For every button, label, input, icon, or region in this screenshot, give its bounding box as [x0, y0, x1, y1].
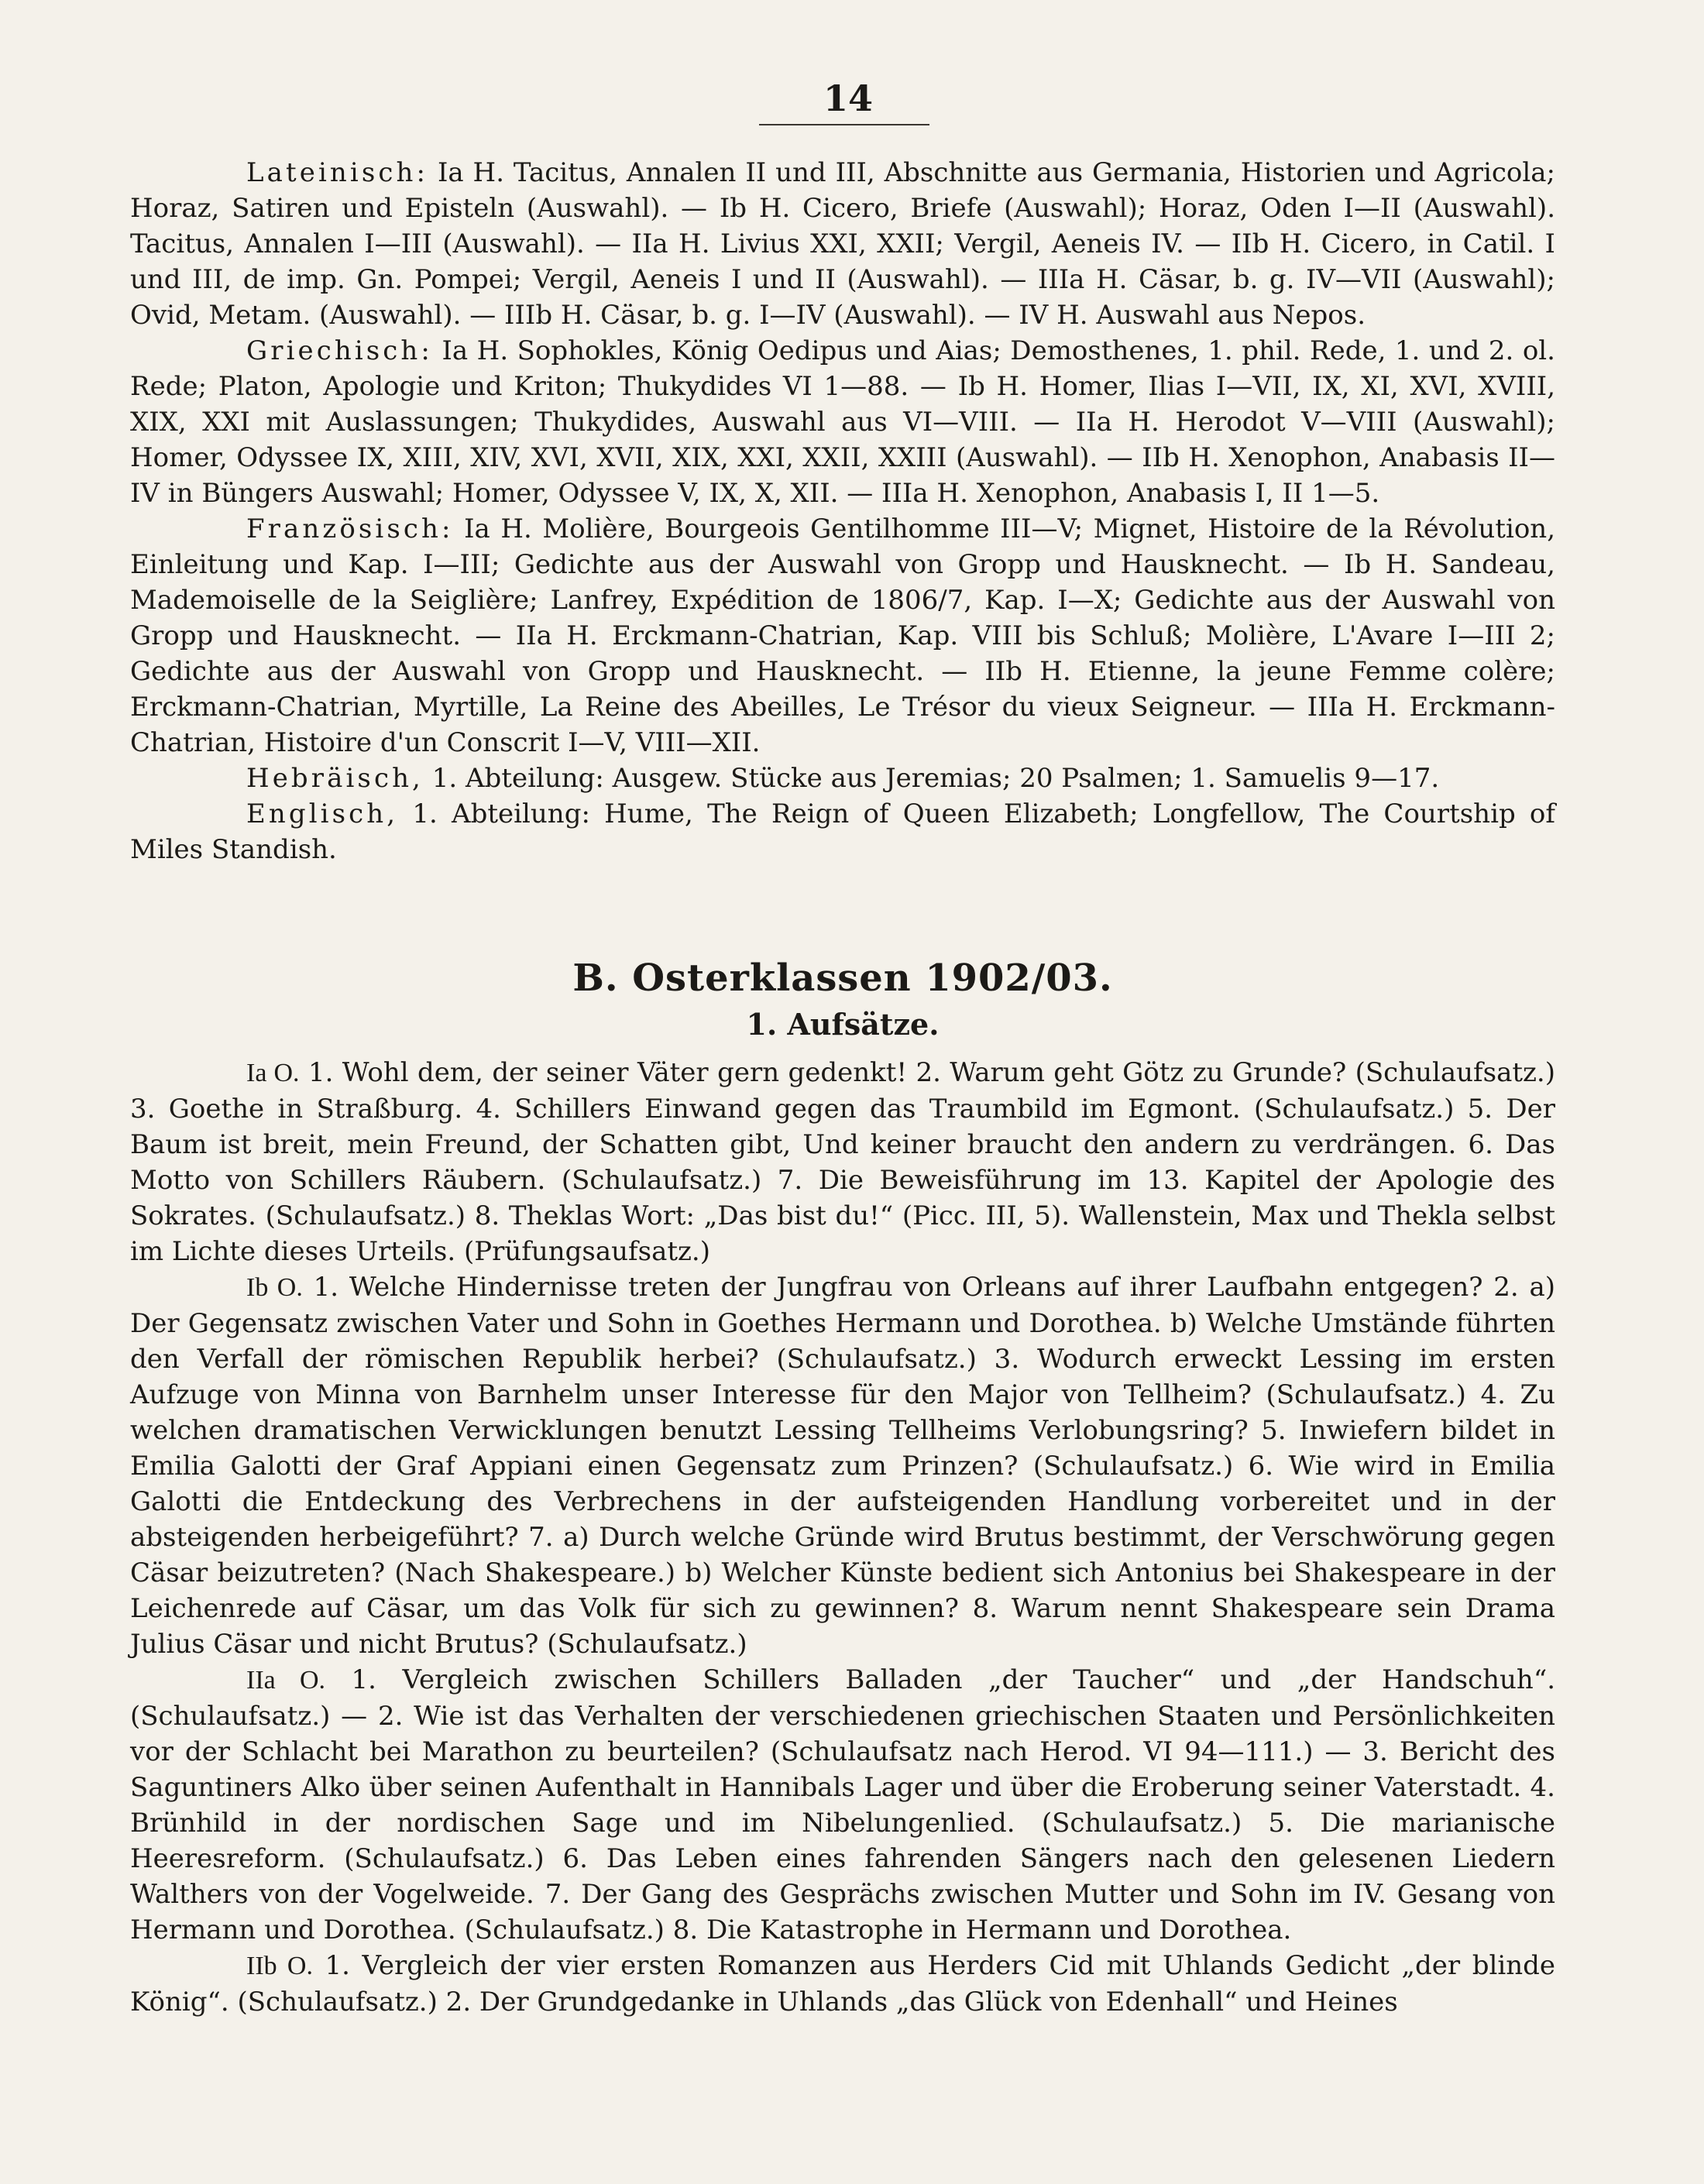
subject-label-hebraeisch: Hebräisch, — [246, 763, 424, 794]
class-label-ib: Ib O. — [246, 1273, 303, 1302]
page-body — [130, 155, 1555, 2020]
reading-text-latein: Ia H. Tacitus, Annalen II und III, Abschnitte aus Germania, Historien und Agricola; Horaz, Satiren und Episteln (Auswahl). — Ib H. Cicero, Briefe (Auswahl); Horaz, Oden I—II (Auswahl). Tacitus, Annalen I—III (Auswahl). — IIa H. Livius XXI, XXII; Vergil, Aeneis IV. — IIb H. Cicero, in Catil. I und III, de imp. Gn. Pompei; Vergil, Aeneis I und II (Auswahl). — IIIa H. Cäsar, b. g. IV—VII (Auswahl); Ovid, Metam. (Auswahl). — IIIb H. Cäsar, b. g. I—IV (Auswahl). — IV H. Auswahl aus Nepos. — [130, 157, 1555, 331]
essay-paragraph-iib — [130, 1948, 1555, 2020]
page-number-rule — [759, 124, 929, 125]
essay-text-iia: 1. Vergleich zwischen Schillers Balladen „der Taucher“ und „der Handschuh“. (Schulaufsatz.) — 2. Wie ist das Verhalten der verschiedenen griechischen Staaten und Persönlichkeiten vor der Schlacht bei Marathon zu beurteilen? (Schulaufsatz nach Herod. VI 94—111.) — 3. Bericht des Saguntiners Alko über seinen Aufenthalt in Hannibals Lager und über die Eroberung seiner Vaterstadt. 4. Brünhild in der nordischen Sage und im Nibelungenlied. (Schulaufsatz.) 5. Die marianische Heeresreform. (Schulaufsatz.) 6. Das Leben eines fahrenden Sängers nach den gelesenen Liedern Walthers von der Vogelweide. 7. Der Gang des Gesprächs zwischen Mutter und Sohn im IV. Gesang von Hermann und Dorothea. (Schulaufsatz.) 8. Die Katastrophe in Hermann und Dorothea. — [130, 1664, 1556, 1945]
reading-franzoesisch — [130, 511, 1555, 761]
essay-text-iib: 1. Vergleich der vier ersten Romanzen aus Herders Cid mit Uhlands Gedicht „der blinde König“. (Schulaufsatz.) 2. Der Grundgedanke in Uhlands „das Glück von Edenhall“ und Heines — [130, 1950, 1556, 2017]
essay-paragraph-ib — [130, 1269, 1555, 1662]
subsection-title: 1. Aufsätze. — [746, 1007, 940, 1042]
class-label-iib: IIb O. — [246, 1952, 313, 1980]
reading-latein — [130, 155, 1555, 333]
subject-label-englisch: Englisch, — [246, 798, 399, 829]
essay-paragraph-iia — [130, 1662, 1555, 1948]
reading-text-griechisch: Ia H. Sophokles, König Oedipus und Aias; Demosthenes, 1. phil. Rede, 1. und 2. ol. Rede; Platon, Apologie und Kriton; Thukydides VI 1—88. — Ib H. Homer, Ilias I—VII, IX, XI, XVI, XVIII, XIX, XXI mit Auslassungen; Thukydides, Auswahl aus VI—VIII. — IIa H. Herodot V—VIII (Auswahl); Homer, Odyssee IX, XIII, XIV, XVI, XVII, XIX, XXI, XXII, XXIII (Auswahl). — IIb H. Xenophon, Anabasis II—IV in Büngers Auswahl; Homer, Odyssee V, IX, X, XII. — IIIa H. Xenophon, Anabasis I, II 1—5. — [130, 335, 1555, 509]
essay-text-ia: 1. Wohl dem, der seiner Väter gern gedenkt! 2. Warum geht Götz zu Grunde? (Schulaufsatz.) 3. Goethe in Straßburg. 4. Schillers Einwand gegen das Traumbild im Egmont. (Schulaufsatz.) 5. Der Baum ist breit, mein Freund, der Schatten gibt, Und keiner braucht den andern zu verdrängen. 6. Das Motto von Schillers Räubern. (Schulaufsatz.) 7. Die Beweisführung im 13. Kapitel der Apologie des Sokrates. (Schulaufsatz.) 8. Theklas Wort: „Das bist du!“ (Picc. III, 5). Wallenstein, Max und Thekla selbst im Lichte dieses Urteils. (Prüfungsaufsatz.) — [130, 1057, 1555, 1267]
class-label-iia: IIa O. — [246, 1666, 326, 1695]
reading-text-franzoesisch: Ia H. Molière, Bourgeois Gentilhomme III—V; Mignet, Histoire de la Révolution, Einleitung und Kap. I—III; Gedichte aus der Auswahl von Gropp und Hausknecht. — Ib H. Sandeau, Mademoiselle de la Seiglière; Lanfrey, Expédition de 1806/7, Kap. I—X; Gedichte aus der Auswahl von Gropp und Hausknecht. — IIa H. Erckmann-Chatrian, Kap. VIII bis Schluß; Molière, L'Avare I—III 2; Gedichte aus der Auswahl von Gropp und Hausknecht. — IIb H. Etienne, la jeune Femme colère; Erckmann-Chatrian, Myrtille, La Reine des Abeilles, Le Trésor du vieux Seigneur. — IIIa H. Erckmann-Chatrian, Histoire d'un Conscrit I—V, VIII—XII. — [130, 513, 1556, 758]
reading-griechisch — [130, 333, 1555, 511]
subject-label-latein: Lateinisch: — [246, 157, 429, 188]
essay-text-ib: 1. Welche Hindernisse treten der Jungfrau von Orleans auf ihrer Laufbahn entgegen? 2. a) Der Gegensatz zwischen Vater und Sohn in Goethes Hermann und Dorothea. b) Welche Umstände führten den Verfall der römischen Republik herbei? (Schulaufsatz.) 3. Wodurch erweckt Lessing im ersten Aufzuge von Minna von Barnhelm unser Interesse für den Major von Tellheim? (Schulaufsatz.) 4. Zu welchen dramatischen Verwicklungen benutzt Lessing Tellheims Verlobungsring? 5. Inwiefern bildet in Emilia Galotti der Graf Appiani einen Gegensatz zum Prinzen? (Schulaufsatz.) 6. Wie wird in Emilia Galotti die Entdeckung des Verbrechens in der aufsteigenden Handlung vorbereitet und in der absteigenden herbeigeführt? 7. a) Durch welche Gründe wird Brutus bestimmt, der Verschwörung gegen Cäsar beizutreten? (Nach Shakespeare.) b) Welcher Künste bedient sich Antonius bei Shakespeare in der Leichenrede auf Cäsar, um das Volk für sich zu gewinnen? 8. Warum nennt Shakespeare sein Drama Julius Cäsar und nicht Brutus? (Schulaufsatz.) — [130, 1272, 1555, 1660]
essay-paragraph-ia — [130, 1055, 1555, 1269]
reading-hebraeisch — [130, 761, 1555, 796]
subject-label-franzoesisch: Französisch: — [246, 513, 454, 544]
section-title: B. Osterklassen 1902/03. — [572, 956, 1113, 1000]
subject-label-griechisch: Griechisch: — [246, 335, 433, 366]
reading-englisch — [130, 796, 1555, 867]
page-number: 14 — [823, 77, 873, 119]
class-label-ia: Ia O. — [246, 1059, 300, 1087]
reading-text-englisch: 1. Abteilung: Hume, The Reign of Queen Elizabeth; Longfellow, The Courtship of Miles Standish. — [130, 798, 1555, 865]
reading-text-hebraeisch: 1. Abteilung: Ausgew. Stücke aus Jeremias; 20 Psalmen; 1. Samuelis 9—17. — [431, 763, 1440, 794]
